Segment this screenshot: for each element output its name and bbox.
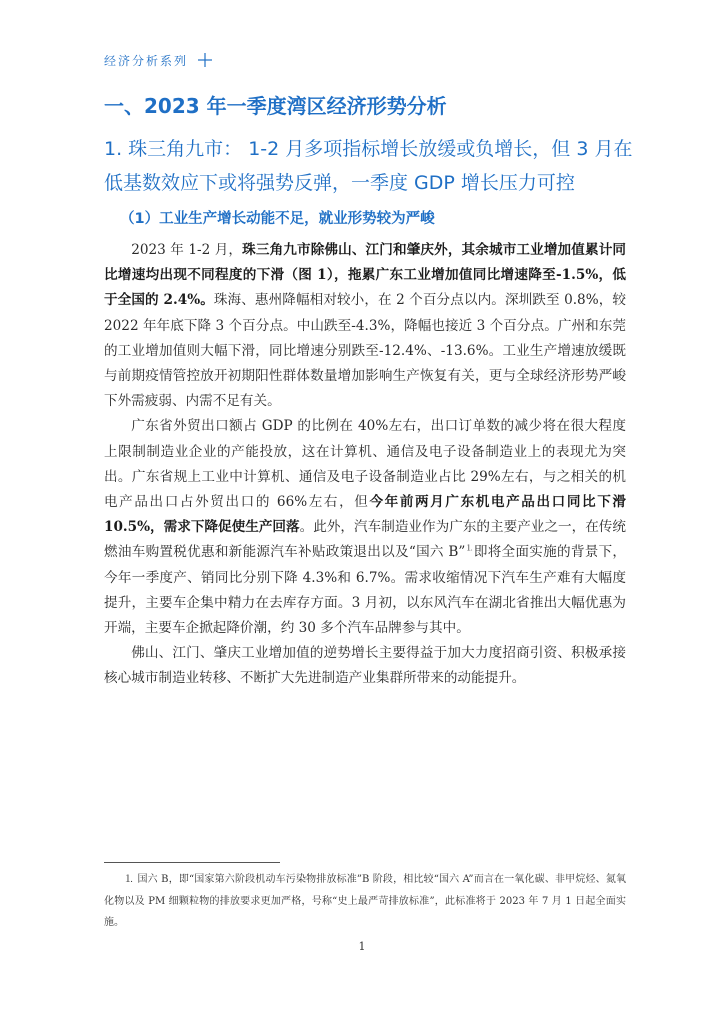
paragraph-2-part-2: 。此外，汽车制造业作为广东的主要产业之一，在传统燃油车购置税优惠和新能源汽车补贴政策退出以及“国六 B” [104, 519, 626, 561]
paragraph-2-part-3: 即将全面实施的背景下，今年一季度产、销同比分别下降 4.3%和 6.7%。需求收缩情况下汽车生产难有大幅度提升，主要车企集中精力在去库存方面。3 月初，以东风汽车在湖北省推出大幅优惠为开端，主要车企掀起降价潮，约 30 多个汽车品牌参与其中。 [104, 544, 627, 637]
footnote-reference[interactable]: ⒈ [465, 543, 474, 553]
footnote-text: 国六 B，即“国家第六阶段机动车污染物排放标准”B 阶段，相比较“国六 A”而言在一氧化碳、非甲烷烃、氮氧化物以及 PM 细颗粒物的排放要求更加严格，号称“史上最严苛排放标准”，此标准将于 2023 年 7 月 1 日起全面实施。 [104, 874, 626, 928]
paragraph-2 [104, 414, 626, 641]
plus-icon [198, 53, 212, 67]
paragraph-3: 佛山、江门、肇庆工业增加值的逆势增长主要得益于加大力度招商引资、积极承接核心城市制造业转移、不断扩大先进制造产业集群所带来的动能提升。 [104, 645, 626, 687]
series-label: 经济分析系列 [104, 53, 189, 68]
footnote [104, 869, 626, 934]
footnote-divider [104, 862, 280, 863]
paragraph-1-date: 2023 年 1-2 月， [131, 242, 243, 258]
subsection-title: 1. 珠三角九市： 1-2 月多项指标增长放缓或负增长，但 3 月在低基数效应下或将强势反弹，一季度 GDP 增长压力可控 [104, 138, 633, 194]
paragraph-2-part-1: 广东省外贸出口额占 GDP 的比例在 40%左右，出口订单数的减少将在很大程度上限制制造业企业的产能投放，这在计算机、通信及电子设备制造业上的表现尤为突出。广东省规上工业中计算机、通信及电子设备制造业占比 29%左右，与之相关的机电产品出口占外贸出口的 66%左右，但 [104, 418, 626, 511]
section-title: 一、2023 年一季度湾区经济形势分析 [104, 94, 447, 118]
paragraph-1-emphasis: 珠三角九市除佛山、江门和肇庆外，其余城市工业增加值累计同比增速均出现不同程度的下滑（图 1），拖累广东工业增加值同比增速降至-1.5%，低于全国的 2.4%。 [104, 242, 626, 309]
footnote-body [104, 869, 626, 934]
paragraph-2-emphasis: 今年前两月广东机电产品出口同比下滑 10.5%，需求下降促使生产回落 [104, 494, 626, 536]
subsubsection-title: （1）工业生产增长动能不足，就业形势较为严峻 [120, 211, 435, 227]
paragraph-1 [104, 238, 626, 414]
article-body [104, 238, 626, 692]
page-header [104, 50, 212, 70]
paragraph-1-detail: 珠海、惠州降幅相对较小，在 2 个百分点以内。深圳跌至 0.8%，较 2022 年年底下降 3 个百分点。中山跌至-4.3%，降幅也接近 3 个百分点。广州和东莞的工业增加值则大幅下滑，同比增速分别跌至-12.4%、-13.6%。工业生产增速放缓既与前期疫情管控放开初期阳性群体数量增加影响生产恢复有关，更与全球经济形势严峻下外需疲弱、内需不足有关。 [104, 292, 626, 410]
page-number: 1 [358, 940, 366, 953]
footnote-mark: ⒈ [124, 874, 135, 885]
